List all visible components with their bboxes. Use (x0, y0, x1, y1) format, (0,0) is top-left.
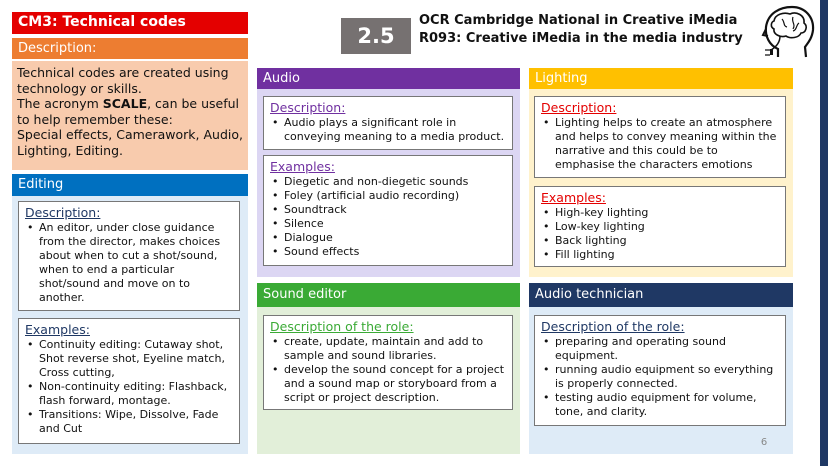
list-item: • create, update, maintain and add to sample and sound libraries. (270, 335, 506, 363)
intro-panel (12, 61, 248, 170)
audio-description-box (263, 96, 513, 150)
lighting-description-box (534, 96, 786, 178)
list-item: • Diegetic and non-diegetic sounds (270, 175, 506, 189)
course-title-line-2: R093: Creative iMedia in the media industry (419, 31, 743, 46)
audio-examples-box (263, 155, 513, 266)
lighting-description-list (541, 116, 779, 172)
list-item: • Continuity editing: Cutaway shot, Shot reverse shot, Eyeline match, Cross cutting, (25, 338, 233, 380)
list-item: • running audio equipment so everything is properly connected. (541, 363, 779, 391)
right-edge-bar (820, 0, 828, 466)
sound-editor-role-box (263, 315, 513, 410)
audio-technician-role-list (541, 335, 779, 419)
list-item: • Soundtrack (270, 203, 506, 217)
page-number: 6 (760, 437, 768, 448)
list-item: • Audio plays a significant role in conveying meaning to a media product. (270, 116, 506, 144)
sound-editor-role-list (270, 335, 506, 405)
editing-description-box (18, 201, 240, 311)
intro-line-2c: , can be useful to help remember these: (17, 96, 240, 127)
audio-examples-list (270, 175, 506, 259)
audio-technician-role-box (534, 315, 786, 426)
lighting-description-label: Description: (541, 100, 617, 115)
course-title-line-1: OCR Cambridge National in Creative iMedia (419, 13, 738, 28)
intro-line-3: Special effects, Camerawork, Audio, Lighting, Editing. (17, 127, 243, 158)
audio-description-label: Description: (270, 100, 346, 115)
scale-acronym: SCALE (102, 96, 148, 111)
spec-number-badge: 2.5 (341, 18, 411, 54)
list-item: • Fill lighting (541, 248, 779, 262)
intro-line-2a: The acronym (17, 96, 103, 111)
sound-editor-header: Sound editor (257, 283, 520, 307)
course-title (419, 12, 759, 48)
list-item: • Low-key lighting (541, 220, 779, 234)
list-item: • Foley (artificial audio recording) (270, 189, 506, 203)
head-brain-icon (760, 3, 818, 63)
list-item: • Back lighting (541, 234, 779, 248)
lighting-examples-label: Examples: (541, 190, 606, 205)
editing-examples-box (18, 318, 240, 444)
audio-technician-role-label: Description of the role: (541, 319, 685, 334)
list-item: • Silence (270, 217, 506, 231)
list-item: • testing audio equipment for volume, tone, and clarity. (541, 391, 779, 419)
audio-header: Audio (257, 68, 520, 89)
intro-line-2 (17, 96, 243, 127)
audio-technician-header: Audio technician (529, 283, 793, 307)
editing-description-label: Description: (25, 205, 101, 220)
list-item: • Lighting helps to create an atmosphere and helps to convey meaning within the narrative and this could be to emphasise the characters emotions (541, 116, 779, 172)
list-item: • Non-continuity editing: Flashback, flash forward, montage. (25, 380, 233, 408)
intro-header: Description: (12, 38, 248, 59)
list-item: • Sound effects (270, 245, 506, 259)
code-title: CM3: Technical codes (12, 12, 248, 34)
list-item: • develop the sound concept for a project and a sound map or storyboard from a script or project description. (270, 363, 506, 405)
list-item: • High-key lighting (541, 206, 779, 220)
sound-editor-role-label: Description of the role: (270, 319, 414, 334)
list-item: • Transitions: Wipe, Dissolve, Fade and Cut (25, 408, 233, 436)
editing-header: Editing (12, 174, 248, 196)
intro-line-1: Technical codes are created using technology or skills. (17, 65, 229, 96)
editing-description-list (25, 221, 233, 305)
list-item: • Dialogue (270, 231, 506, 245)
lighting-header: Lighting (529, 68, 793, 89)
audio-description-list (270, 116, 506, 144)
list-item: • An editor, under close guidance from the director, makes choices about when to cut a shot/sound, when to end a particular shot/sound and move on to another. (25, 221, 233, 305)
editing-examples-list (25, 338, 233, 436)
list-item: • preparing and operating sound equipment. (541, 335, 779, 363)
lighting-examples-list (541, 206, 779, 262)
editing-examples-label: Examples: (25, 322, 90, 337)
audio-examples-label: Examples: (270, 159, 335, 174)
lighting-examples-box (534, 186, 786, 267)
